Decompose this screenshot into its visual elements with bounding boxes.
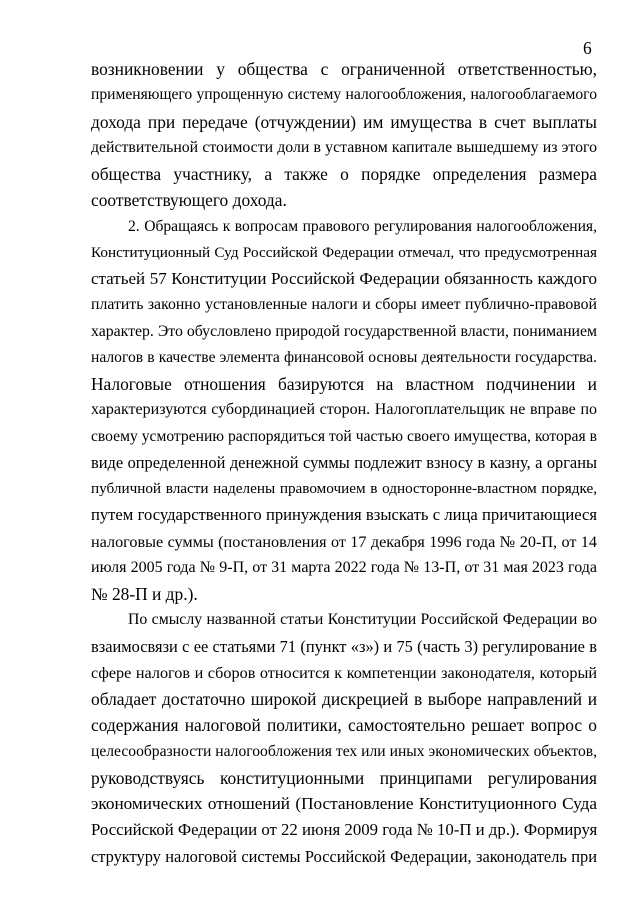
- text-line: экономических отношений (Постановление Конституционного Суда: [91, 794, 597, 813]
- text-line: № 28-П и др.).: [91, 584, 198, 604]
- text-line: путем государственного принуждения взыскать с лица причитающиеся: [91, 505, 597, 525]
- text-line: По смыслу названной статьи Конституции Российской Федерации во: [128, 611, 597, 629]
- text-line: публичной власти наделены правомочием в односторонне-властном порядке,: [91, 480, 597, 497]
- text-line: характеризуются субординацией сторон. Налогоплательщик не вправе по: [91, 401, 597, 419]
- text-line: 2. Обращаясь к вопросам правового регулирования налогообложения,: [128, 217, 597, 235]
- text-line: целесообразности налогообложения тех или иных экономических объектов,: [91, 742, 597, 760]
- text-line: своему усмотрению распорядиться той частью своего имущества, которая в: [91, 427, 597, 445]
- document-body: [91, 56, 597, 870]
- text-line: платить законно установленные налоги и сборы имеет публично-правовой: [91, 296, 597, 314]
- text-line: Конституционный Суд Российской Федерации отмечал, что предусмотренная: [91, 243, 597, 261]
- text-line: июля 2005 года № 9-П, от 31 марта 2022 года № 13-П, от 31 мая 2023 года: [91, 558, 597, 576]
- text-line: налоговые суммы (постановления от 17 декабря 1996 года № 20-П, от 14: [91, 532, 597, 551]
- text-line: Налоговые отношения базируются на властном подчинении и: [91, 374, 597, 394]
- text-line: дохода при передаче (отчуждении) им имущества в счет выплаты: [91, 111, 597, 132]
- text-line: виде определенной денежной суммы подлежит взносу в казну, а органы: [91, 452, 597, 472]
- text-line: общества участнику, а также о порядке определения размера: [91, 164, 597, 184]
- text-line: структуру налоговой системы Российской Федерации, законодатель при: [91, 846, 597, 866]
- text-line: статьей 57 Конституции Российской Федерации обязанность каждого: [91, 269, 597, 288]
- text-line: применяющего упрощенную систему налогообложения, налогооблагаемого: [91, 86, 597, 104]
- text-line: действительной стоимости доли в уставном капитале вышедшему из этого: [91, 138, 597, 156]
- text-line: обладает достаточно широкой дискрецией в выборе направлений и: [91, 689, 597, 709]
- page-number: 6: [583, 38, 592, 58]
- text-line: содержания налоговой политики, самостоятельно решает вопрос о: [91, 715, 597, 736]
- text-line: руководствуясь конституционными принципами регулирования: [91, 767, 597, 788]
- text-line: характер. Это обусловлено природой государственной власти, пониманием: [91, 322, 597, 340]
- text-line: Российской Федерации от 22 июня 2009 года № 10-П и др.). Формируя: [91, 820, 598, 840]
- text-line: взаимосвязи с ее статьями 71 (пункт «з») и 75 (часть 3) регулирование в: [91, 636, 597, 656]
- text-line: сфере налогов и сборов относится к компетенции законодателя, который: [91, 663, 597, 682]
- text-line: возникновении у общества с ограниченной ответственностью,: [91, 59, 597, 79]
- text-line: налогов в качестве элемента финансовой основы деятельности государства.: [91, 348, 597, 366]
- text-line: соответствующего дохода.: [91, 190, 287, 211]
